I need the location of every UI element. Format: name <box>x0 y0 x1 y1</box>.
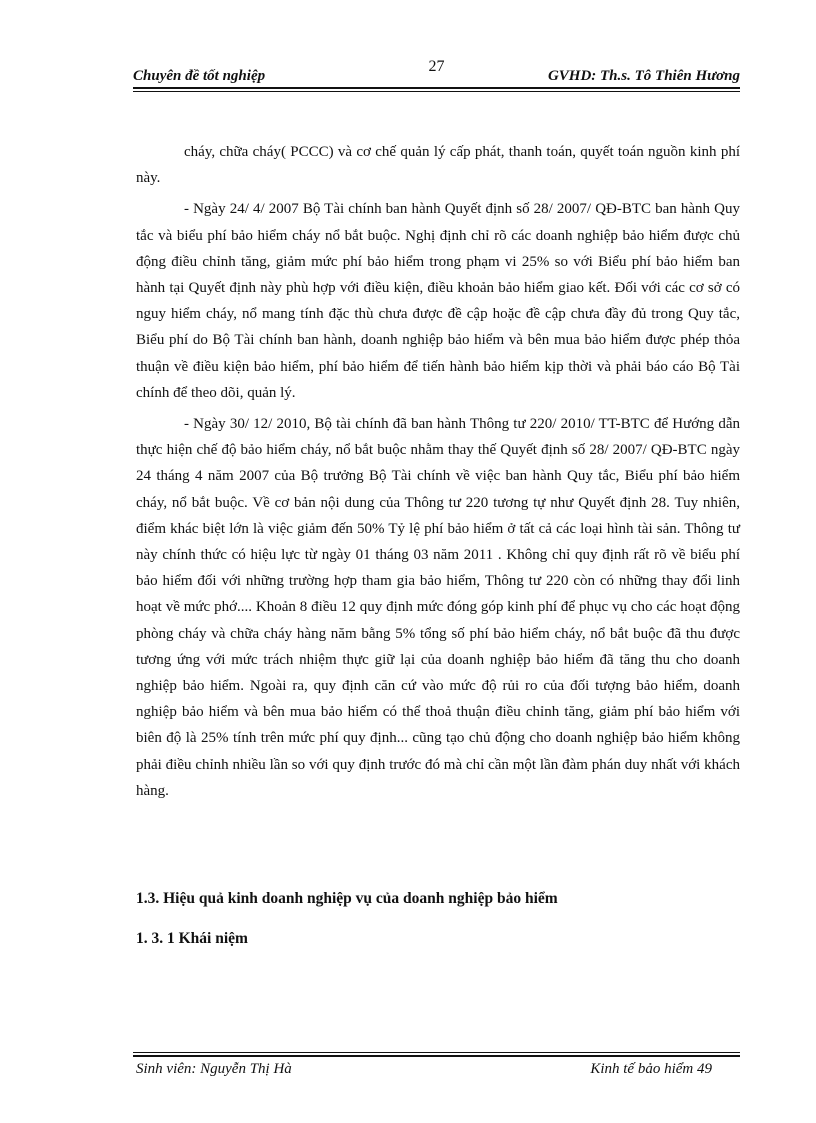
page-number: 27 <box>428 58 445 75</box>
supervisor-label: GVHD: Th.s. Tô Thiên Hương <box>547 68 740 84</box>
header-rule-thin <box>133 91 740 92</box>
header-rule <box>133 87 740 89</box>
body-text <box>136 139 740 809</box>
footer-rule <box>133 1055 740 1057</box>
student-name: Sinh viên: Nguyễn Thị Hà <box>136 1061 292 1077</box>
paragraph-continuation: cháy, chữa cháy( PCCC) và cơ chế quản lý cấp phát, thanh toán, quyết toán nguồn kinh phí này. <box>136 144 740 187</box>
subsection-heading: 1. 3. 1 Khái niệm <box>136 930 248 947</box>
paragraph-decision-28: - Ngày 24/ 4/ 2007 Bộ Tài chính ban hành Quyết định số 28/ 2007/ QĐ-BTC ban hành Quy tắc và biểu phí bảo hiểm cháy nổ bắt buộc. Nghị định chỉ rõ các doanh nghiệp bảo hiểm được chủ động điều chỉnh tăng, giảm mức phí bảo hiểm trong phạm vi 25% so với Biểu phí bảo hiểm ban hành tại Quyết định này phù hợp với điều kiện, điều khoản bảo hiểm giao kết. Đối với các cơ sở có nguy hiểm cháy, nổ mang tính đặc thù chưa được đề cập hoặc đề cập chưa đầy đủ trong Quy tắc, Biểu phí do Bộ Tài chính ban hành, doanh nghiệp bảo hiểm và bên mua bảo hiểm được phép thỏa thuận về điều kiện bảo hiểm, phí bảo hiểm để tiến hành bảo hiểm kịp thời và phải báo cáo Bộ Tài chính để theo dõi, quản lý. <box>136 201 740 401</box>
section-heading: 1.3. Hiệu quả kinh doanh nghiệp vụ của doanh nghiệp bảo hiểm <box>136 890 558 907</box>
class-name: Kinh tế bảo hiểm 49 <box>590 1061 712 1077</box>
paragraph-circular-220: - Ngày 30/ 12/ 2010, Bộ tài chính đã ban hành Thông tư 220/ 2010/ TT-BTC để Hướng dẫn thực hiện chế độ bảo hiểm cháy, nổ bắt buộc nhằm thay thế Quyết định số 28/ 2007/ QĐ-BTC ngày 24 tháng 4 năm 2007 của Bộ trưởng Bộ Tài chính về việc ban hành Quy tắc, Biểu phí bảo hiểm cháy, nổ bắt buộc. Về cơ bản nội dung của Thông tư 220 tương tự như Quyết định 28. Tuy nhiên, điểm khác biệt lớn là việc giảm đến 50% Tỷ lệ phí bảo hiểm ở tất cả các loại hình tài sản. Thông tư này chính thức có hiệu lực từ ngày 01 tháng 03 năm 2011 . Không chỉ quy định rất rõ về biểu phí bảo hiểm đối với những trường hợp tham gia bảo hiểm, Thông tư 220 còn có những thay đổi linh hoạt về mức phớ.... Khoản 8 điều 12 quy định mức đóng góp kinh phí để phục vụ cho các hoạt động phòng cháy và chữa cháy hàng năm bằng 5% tổng số phí bảo hiểm cháy, nổ bắt buộc đã thu được tương ứng với mức trách nhiệm thực giữ lại của doanh nghiệp bảo hiểm đã tăng thu cho doanh nghiệp bảo hiểm. Ngoài ra, quy định căn cứ vào mức độ rủi ro của đối tượng bảo hiểm, doanh nghiệp bảo hiểm và bên mua bảo hiểm có thể thoả thuận điều chỉnh tăng, giảm phí bảo hiểm với biên độ là 25% tính trên mức phí quy định... cũng tạo chủ động cho doanh nghiệp bảo hiểm không phải điều chỉnh nhiều lần so với quy định trước đó mà chỉ cần một lần đàm phán duy nhất với khách hàng. <box>136 416 740 799</box>
document-title: Chuyên đề tốt nghiệp <box>133 68 266 84</box>
footer-rule-thin <box>133 1052 740 1053</box>
